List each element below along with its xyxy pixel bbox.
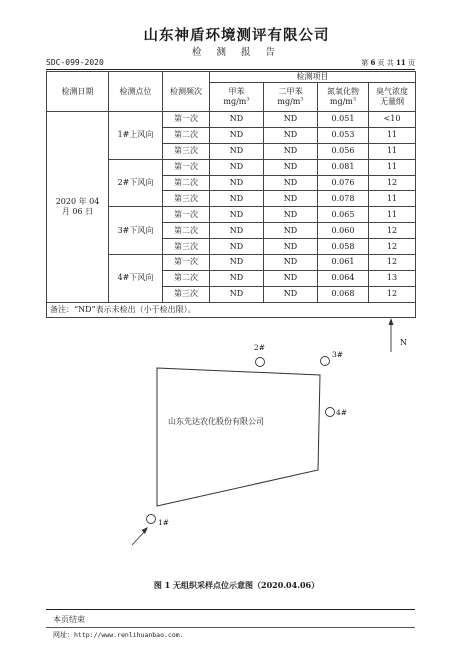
item-unit: mg/m	[329, 97, 353, 106]
header-point: 检测点位	[109, 72, 163, 112]
value-cell: 0.068	[318, 286, 369, 302]
value-cell: 11	[369, 127, 416, 143]
header-frequency: 检测频次	[163, 72, 210, 112]
north-label: N	[400, 338, 407, 347]
unit-superscript: 3	[352, 96, 357, 103]
value-cell: ND	[210, 207, 264, 223]
value-cell: 12	[369, 255, 416, 271]
frequency-cell: 第二次	[163, 223, 210, 239]
value-cell: 0.065	[318, 207, 369, 223]
value-cell: ND	[210, 191, 264, 207]
value-cell: ND	[210, 255, 264, 271]
value-cell: 0.064	[318, 270, 369, 286]
point-cell: 4#下风向	[109, 255, 163, 303]
header-items-group: 检测项目	[210, 72, 416, 83]
item-name: 甲苯	[228, 87, 245, 96]
value-cell: 0.060	[318, 223, 369, 239]
value-cell: 0.051	[318, 112, 369, 128]
page-prefix: 第	[361, 59, 369, 67]
value-cell: ND	[264, 270, 318, 286]
site-boundary	[157, 368, 320, 506]
value-cell: 13	[369, 270, 416, 286]
item-unit: 无量纲	[380, 97, 404, 106]
value-cell: ND	[264, 239, 318, 255]
value-cell: 0.053	[318, 127, 369, 143]
value-cell: <10	[369, 112, 416, 128]
value-cell: 11	[369, 159, 416, 175]
value-cell: 0.061	[318, 255, 369, 271]
date-line-1: 2020 年 04	[55, 196, 100, 206]
value-cell: 0.078	[318, 191, 369, 207]
frequency-cell: 第二次	[163, 127, 210, 143]
value-cell: ND	[264, 159, 318, 175]
value-cell: ND	[210, 270, 264, 286]
value-cell: 12	[369, 286, 416, 302]
company-name: 山东神盾环境测评有限公司	[143, 27, 330, 44]
sampling-point-3-marker	[321, 357, 330, 366]
item-name: 二甲苯	[278, 87, 303, 96]
value-cell: 0.076	[318, 175, 369, 191]
item-name: 臭气浓度	[376, 87, 408, 96]
value-cell: ND	[264, 286, 318, 302]
value-cell: ND	[264, 143, 318, 159]
sampling-point-2-marker	[256, 358, 265, 367]
value-cell: 0.081	[318, 159, 369, 175]
point-cell: 2#下风向	[109, 159, 163, 207]
value-cell: 12	[369, 239, 416, 255]
value-cell: 11	[369, 143, 416, 159]
item-name: 氮氧化物	[327, 87, 359, 96]
value-cell: ND	[210, 175, 264, 191]
frequency-cell: 第三次	[163, 191, 210, 207]
frequency-cell: 第三次	[163, 239, 210, 255]
value-cell: 0.058	[318, 239, 369, 255]
header-date: 检测日期	[47, 72, 109, 112]
website-divider	[46, 627, 415, 628]
value-cell: ND	[264, 191, 318, 207]
sampling-point-2-label: 2#	[254, 343, 266, 352]
frequency-cell: 第一次	[163, 159, 210, 175]
value-cell: ND	[264, 207, 318, 223]
wind-arrow-head	[142, 527, 149, 534]
sampling-point-1-label: 1#	[158, 518, 170, 527]
page-suffix: 页	[408, 59, 415, 67]
frequency-cell: 第一次	[163, 112, 210, 128]
figure-caption: 图 1 无组织采样点位示意图（2020.04.06）	[153, 580, 320, 590]
website-url: http://www.renlihuanbao.com.	[74, 631, 184, 639]
value-cell: ND	[264, 255, 318, 271]
page-mid: 页 共	[377, 59, 394, 67]
sampling-point-3-label: 3#	[332, 350, 344, 359]
value-cell: 12	[369, 175, 416, 191]
point-cell: 1#上风向	[109, 112, 163, 160]
value-cell: 11	[369, 191, 416, 207]
frequency-cell: 第三次	[163, 143, 210, 159]
sampling-point-1-marker	[147, 515, 156, 524]
website-line	[53, 630, 184, 640]
value-cell: ND	[210, 286, 264, 302]
sampling-point-4-marker	[326, 408, 335, 417]
item-unit: mg/m	[277, 97, 301, 106]
value-cell: ND	[264, 223, 318, 239]
frequency-cell: 第一次	[163, 255, 210, 271]
document-number: SDC-099-2020	[46, 58, 104, 67]
table-note: 备注：“ND”表示未检出（小于检出限）。	[47, 302, 416, 317]
page-end-note: 本页结束	[53, 615, 85, 624]
value-cell: ND	[210, 239, 264, 255]
footer-divider	[46, 609, 415, 610]
value-cell: 0.056	[318, 143, 369, 159]
value-cell: ND	[210, 112, 264, 128]
value-cell: 11	[369, 207, 416, 223]
page-current: 6	[370, 58, 376, 67]
frequency-cell: 第一次	[163, 207, 210, 223]
value-cell: ND	[264, 175, 318, 191]
value-cell: ND	[210, 223, 264, 239]
sampling-point-4-label: 4#	[336, 408, 348, 417]
frequency-cell: 第二次	[163, 175, 210, 191]
value-cell: ND	[210, 143, 264, 159]
item-unit: mg/m	[223, 97, 247, 106]
frequency-cell: 第三次	[163, 286, 210, 302]
value-cell: 12	[369, 223, 416, 239]
point-cell: 3#下风向	[109, 207, 163, 255]
frequency-cell: 第二次	[163, 270, 210, 286]
north-arrow-head	[389, 318, 394, 325]
value-cell: ND	[210, 127, 264, 143]
value-cell: ND	[264, 127, 318, 143]
website-label: 网址：	[53, 631, 74, 639]
page-total: 11	[396, 58, 406, 67]
value-cell: ND	[264, 112, 318, 128]
date-line-2: 月 06 日	[61, 206, 94, 216]
site-company-label: 山东先达农化股份有限公司	[168, 417, 264, 426]
unit-superscript: 3	[246, 96, 250, 103]
report-title: 检 测 报 告	[191, 47, 282, 58]
unit-superscript: 3	[300, 96, 304, 103]
value-cell: ND	[210, 159, 264, 175]
